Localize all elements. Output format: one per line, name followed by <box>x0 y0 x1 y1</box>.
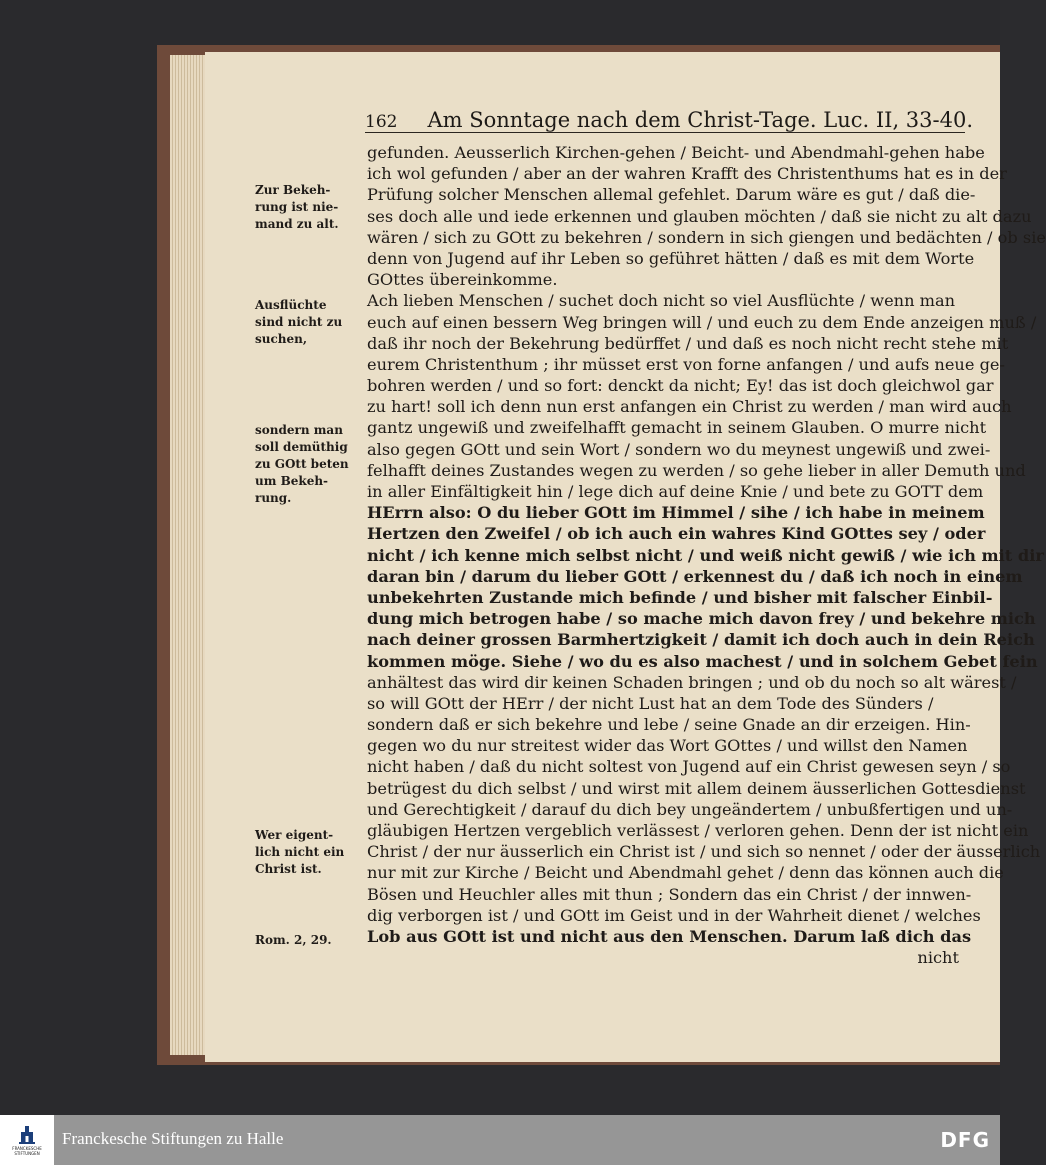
text-line: daran bin / darum du lieber GOtt / erkennest du / daß ich noch in einem <box>367 566 1023 586</box>
text-line: GOttes übereinkomme. <box>367 270 558 290</box>
institution-emblem-icon <box>17 1124 37 1146</box>
text-line: dig verborgen ist / und GOtt im Geist und in der Wahrheit dienet / welches <box>367 905 981 925</box>
logo-text: FRANCKESCHE STIFTUNGEN <box>12 1146 42 1156</box>
margin-note <box>255 297 365 348</box>
margin-note-line: sind nicht zu <box>255 315 343 329</box>
margin-note-line: lich nicht ein <box>255 845 345 859</box>
text-line: nach deiner grossen Barmhertzigkeit / damit ich doch auch in dein Reich <box>367 630 1035 650</box>
margin-note-line: um Bekeh- <box>255 474 329 488</box>
text-line: sondern daß er sich bekehre und lebe / seine Gnade an dir erzeigen. Hin- <box>367 715 971 735</box>
text-line: dung mich betrogen habe / so mache mich davon frey / und bekehre mich <box>367 609 1036 629</box>
page-edges <box>170 55 210 1055</box>
text-line: anhältest das wird dir keinen Schaden bringen ; und ob du noch so alt wärest / <box>367 672 1017 692</box>
margin-note-line: Ausflüchte <box>255 298 327 312</box>
margin-note-line: sondern man <box>255 423 343 437</box>
margin-note <box>255 932 365 949</box>
text-line: also gegen GOtt und sein Wort / sondern wo du meynest ungewiß und zwei- <box>367 439 991 459</box>
page-number: 162 <box>365 112 398 132</box>
footer-bar <box>0 1115 1000 1165</box>
margin-note-line: zu GOtt beten <box>255 457 349 471</box>
margin-note <box>255 182 365 233</box>
text-line: nur mit zur Kirche / Beicht und Abendmahl gehet / denn das können auch die <box>367 863 1004 883</box>
text-line: gläubigen Hertzen vergeblich verlässest / verloren gehen. Denn der ist nicht ein <box>367 821 1029 840</box>
margin-note-line: suchen, <box>255 332 308 346</box>
text-line: nicht / ich kenne mich selbst nicht / und weiß nicht gewiß / wie ich mit dir <box>367 545 1044 565</box>
text-line: nicht haben / daß du nicht soltest von Jugend auf ein Christ gewesen seyn / so <box>367 757 1011 777</box>
text-line: bohren werden / und so fort: denckt da nicht; Ey! das ist doch gleichwol gar <box>367 376 994 396</box>
text-line: felhafft deines Zustandes wegen zu werden / so gehe lieber in aller Demuth und <box>367 460 1026 480</box>
text-line: eurem Christenthum ; ihr müsset erst von forne anfangen / und aufs neue ge- <box>367 354 1005 374</box>
dfg-logo: DFG <box>940 1128 990 1152</box>
text-line: gegen wo du nur streitest wider das Wort GOttes / und willst den Namen <box>367 736 968 756</box>
text-line: und Gerechtigkeit / darauf du dich bey ungeändertem / unbußfertigen und un- <box>367 799 1013 819</box>
margin-note <box>255 422 365 507</box>
text-line: ich wol gefunden / aber an der wahren Krafft des Christenthums hat es in der <box>367 164 1007 184</box>
margin-note-line: mand zu alt. <box>255 217 339 231</box>
text-line: Christ / der nur äusserlich ein Christ ist / und sich so nennet / oder der äusserlich <box>367 842 1041 862</box>
text-line: denn von Jugend auf ihr Leben so geführet hätten / daß es mit dem Worte <box>367 248 975 268</box>
margin-note-line: rung. <box>255 491 292 505</box>
running-head: Am Sonntage nach dem Christ-Tage. Luc. II, 33-40. <box>427 108 974 132</box>
margin-note-line: Rom. 2, 29. <box>255 933 332 947</box>
franckesche-logo[interactable] <box>0 1115 54 1165</box>
text-line: gantz ungewiß und zweifelhafft gemacht in seinem Glauben. O murre nicht <box>367 418 987 438</box>
text-line: ses doch alle und iede erkennen und glauben möchten / daß sie nicht zu alt dazu <box>367 206 1032 226</box>
text-line: nicht <box>917 948 959 968</box>
margin-note <box>255 827 365 878</box>
text-line: Hertzen den Zweifel / ob ich auch ein wahres Kind GOttes sey / oder <box>367 524 986 544</box>
margin-note-line: soll demüthig <box>255 440 348 454</box>
text-line: zu hart! soll ich denn nun erst anfangen ein Christ zu werden / man wird auch <box>367 397 1012 417</box>
text-line: daß ihr noch der Bekehrung bedürffet / und daß es noch nicht recht stehe mit <box>367 333 1009 353</box>
margin-note-line: rung ist nie- <box>255 200 339 214</box>
text-line: HErrn also: O du lieber GOtt im Himmel / sihe / ich habe in meinem <box>367 503 985 523</box>
text-line: Bösen und Heuchler alles mit thun ; Sondern das ein Christ / der innwen- <box>367 884 972 904</box>
text-line: so will GOtt der HErr / der nicht Lust hat an dem Tode des Sünders / <box>367 693 934 713</box>
margin-note-line: Zur Bekeh- <box>255 183 331 197</box>
text-line: betrügest du dich selbst / und wirst mit allem deinem äusserlichen Gottesdienst <box>367 778 1026 798</box>
text-line: in aller Einfältigkeit hin / lege dich auf deine Knie / und bete zu GOTT dem <box>367 482 984 501</box>
text-line: gefunden. Aeusserlich Kirchen-gehen / Beicht- und Abendmahl-gehen habe <box>367 143 985 162</box>
text-line: kommen möge. Siehe / wo du es also machest / und in solchem Gebet fein <box>367 651 1038 671</box>
page-header <box>365 102 974 133</box>
footer-title: Franckesche Stiftungen zu Halle <box>62 1129 284 1148</box>
text-line: Ach lieben Menschen / suchet doch nicht so viel Ausflüchte / wenn man <box>367 291 956 311</box>
text-line: euch auf einen bessern Weg bringen will / und euch zu dem Ende anzeigen muß / <box>367 312 1037 332</box>
main-text <box>367 142 1046 968</box>
margin-note-line: Wer eigent- <box>255 828 334 842</box>
text-line: unbekehrten Zustande mich befinde / und bisher mit falscher Einbil- <box>367 587 993 607</box>
text-line: Prüfung solcher Menschen allemal gefehlet. Darum wäre es gut / daß die- <box>367 185 976 205</box>
margin-note-line: Christ ist. <box>255 862 322 876</box>
text-line: wären / sich zu GOtt zu bekehren / sondern in sich giengen und bedächten / ob sie <box>367 227 1046 247</box>
book-page <box>205 52 1046 1062</box>
text-line: Lob aus GOtt ist und nicht aus den Menschen. Darum laß dich das <box>367 926 972 946</box>
